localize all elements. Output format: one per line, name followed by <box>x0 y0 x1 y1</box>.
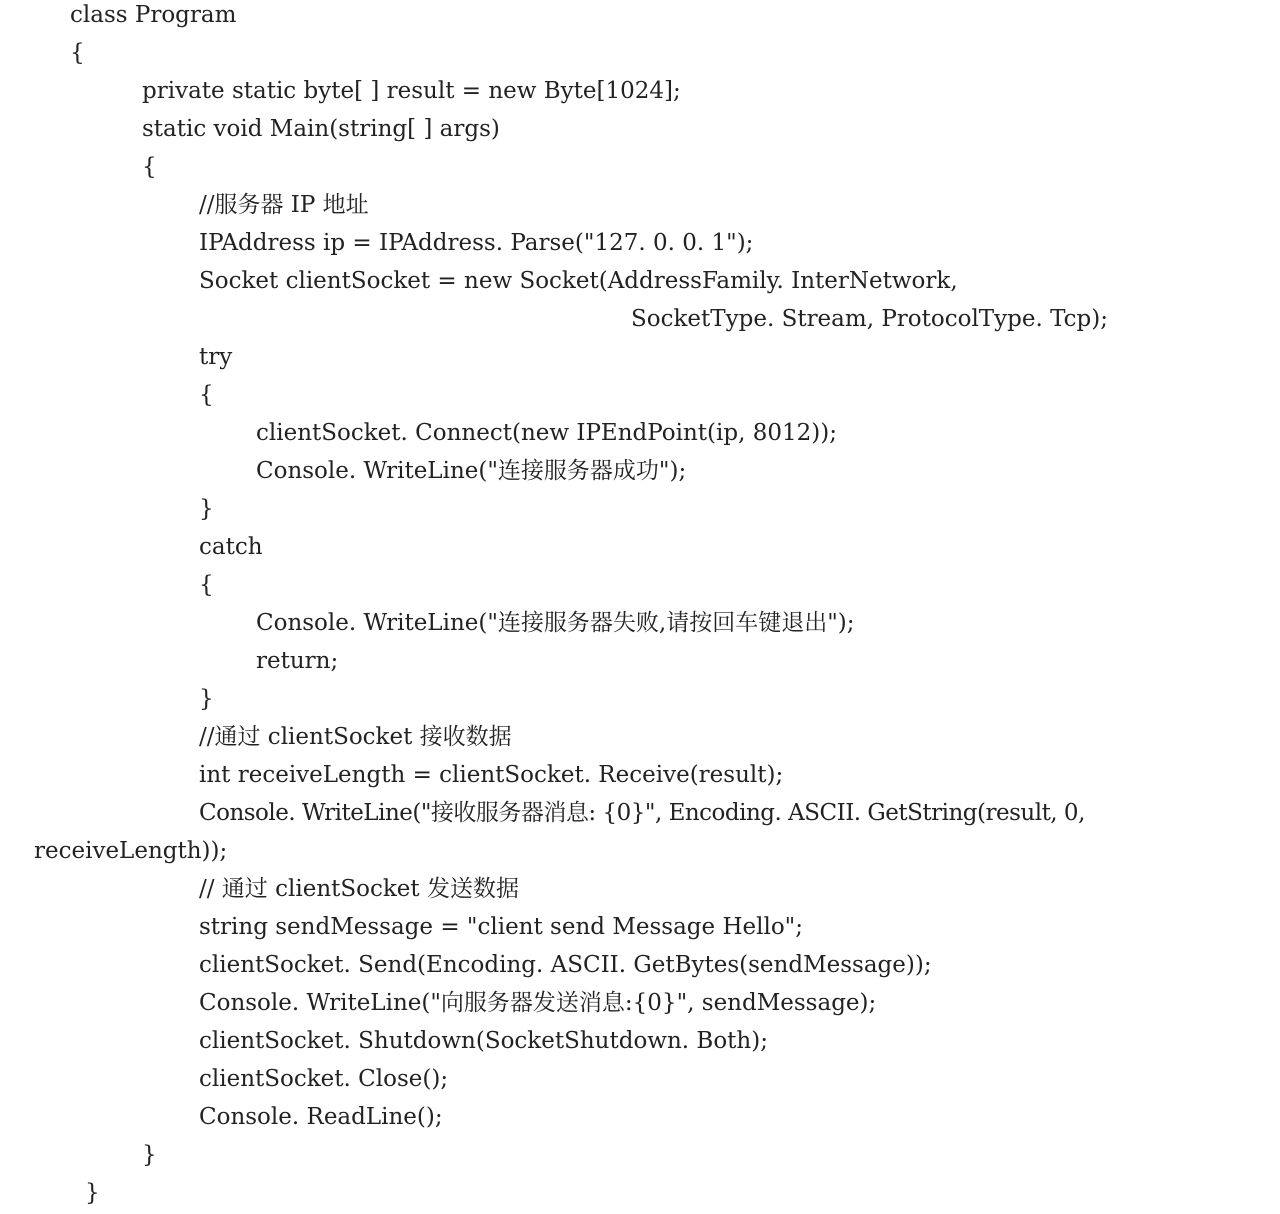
code-comment: //服务器 IP 地址 <box>199 192 369 218</box>
code-line: } <box>85 1180 100 1206</box>
code-comment: //通过 clientSocket 接收数据 <box>199 724 512 750</box>
code-comment: // 通过 clientSocket 发送数据 <box>199 876 519 902</box>
code-line: { <box>70 40 85 66</box>
code-line: return; <box>256 648 339 674</box>
code-line: Socket clientSocket = new Socket(AddressFamily. InterNetwork, <box>199 268 958 294</box>
code-line: Console. WriteLine("连接服务器失败,请按回车键退出"); <box>256 610 855 636</box>
code-line: { <box>142 154 157 180</box>
code-line: static void Main(string[ ] args) <box>142 116 500 142</box>
code-line: } <box>142 1142 157 1168</box>
code-line: Console. WriteLine("连接服务器成功"); <box>256 458 687 484</box>
code-line: IPAddress ip = IPAddress. Parse("127. 0. 0. 1"); <box>199 230 754 256</box>
code-line: class Program <box>70 2 237 28</box>
code-line: Console. WriteLine("向服务器发送消息:{0}", sendMessage); <box>199 990 877 1016</box>
code-line: clientSocket. Send(Encoding. ASCII. GetBytes(sendMessage)); <box>199 952 932 978</box>
code-line: string sendMessage = "client send Message Hello"; <box>199 914 803 940</box>
code-line: Console. WriteLine("接收服务器消息: {0}", Encoding. ASCII. GetString(result, 0, <box>199 800 1085 826</box>
code-line: catch <box>199 534 263 560</box>
code-line: { <box>199 572 214 598</box>
code-line: SocketType. Stream, ProtocolType. Tcp); <box>631 306 1108 332</box>
code-line: clientSocket. Shutdown(SocketShutdown. Both); <box>199 1028 768 1054</box>
code-line: clientSocket. Connect(new IPEndPoint(ip, 8012)); <box>256 420 837 446</box>
code-line: try <box>199 344 233 370</box>
code-line: } <box>199 686 214 712</box>
code-line: private static byte[ ] result = new Byte[1024]; <box>142 78 681 104</box>
code-line: Console. ReadLine(); <box>199 1104 443 1130</box>
code-line: { <box>199 382 214 408</box>
code-line: receiveLength)); <box>34 838 228 864</box>
code-line: int receiveLength = clientSocket. Receive(result); <box>199 762 784 788</box>
code-line: } <box>199 496 214 522</box>
code-line: clientSocket. Close(); <box>199 1066 449 1092</box>
